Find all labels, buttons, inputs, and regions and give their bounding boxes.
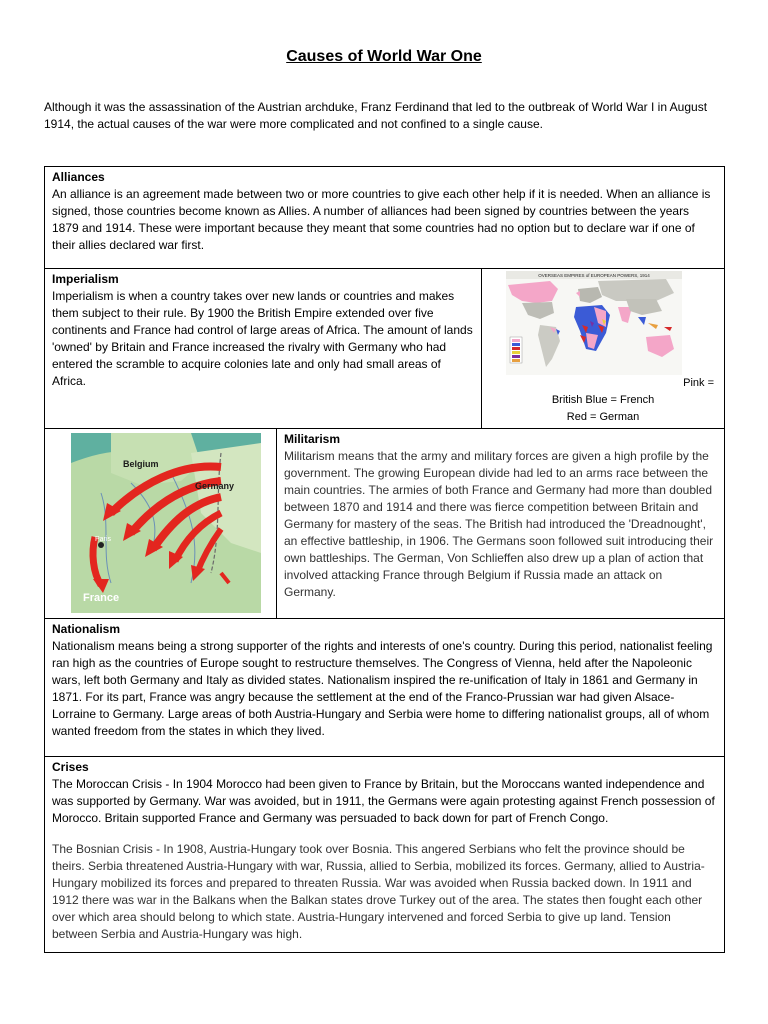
nationalism-heading: Nationalism — [52, 622, 121, 636]
nationalism-row — [45, 619, 725, 757]
causes-table — [44, 166, 725, 953]
map-caption-line-1: Pink = — [683, 377, 715, 389]
alliances-heading: Alliances — [52, 170, 105, 184]
militarism-image-cell — [45, 429, 277, 619]
militarism-heading: Militarism — [284, 432, 341, 446]
nationalism-cell — [45, 619, 725, 757]
imperialism-heading: Imperialism — [52, 272, 119, 286]
crises-row — [45, 757, 725, 953]
militarism-cell — [277, 429, 725, 619]
imperialism-image-cell — [482, 269, 725, 429]
nationalism-text: Nationalism means being a strong supporter of the rights and interests of one's country. During this period, nationalist feeling ran high as the countries of Europe sought to restructure themselves. The Congress of Vienna, held after the Napoleonic wars, left both Germany and Italy as divided states. Nationalism inspired the re-unification of Italy in 1861 and Germany in 1871. For its part, France was angry because the settlement at the end of the Franco-Prussian war had given Alsace-Lorraine to Germany. Large areas of both Austria-Hungary and Serbia were home to differing nationalist groups, all of whom wanted freedom from the states in which they lived. — [52, 639, 713, 738]
world-map-icon — [506, 271, 682, 375]
imperialism-text: Imperialism is when a country takes over new lands or countries and makes them subject to their rule. By 1900 the British Empire extended over five continents and France had control of large areas of Africa. The amount of lands 'owned' by Britain and France increased the rivalry with Germany who had entered the scramble to acquire colonies late and only had small areas of Africa. — [52, 289, 473, 388]
moroccan-crisis-text: The Moroccan Crisis - In 1904 Morocco had been given to France by Britain, but the Moroccans wanted independence and was supported by Germany. War was avoided, but in 1911, the Germans were again protesting against French possession of Morocco. Britain supported France and Germany was persuaded to back down for part of French Congo. — [52, 777, 715, 825]
map-title: OVERSEAS EMPIRES of EUROPEAN POWERS, 1914 — [538, 273, 650, 278]
empires-map — [506, 271, 682, 375]
map-label-germany: Germany — [195, 481, 235, 491]
alliances-cell — [45, 167, 725, 269]
alliances-row — [45, 167, 725, 269]
map-label-france: France — [83, 592, 120, 604]
militarism-text: Militarism means that the army and military forces are given a high profile by the government. The growing European divide had led to an arms race between the main countries. The armies of both France and Germany had more than doubled between 1870 and 1914 and there was fierce competition between Britain and Germany for mastery of the seas. The British had introduced the 'Dreadnought', an effective battleship, in 1906. The Germans soon followed suit introducing their own battleships. The German, Von Schlieffen also drew up a plan of action that involved attacking France through Belgium if Russia made an attack on Germany. — [284, 449, 714, 599]
alliances-text: An alliance is an agreement made between two or more countries to give each other help if it is needed. When an alliance is signed, those countries become known as Allies. A number of alliances had been signed by countries between the years 1879 and 1914. These were important because they meant that some countries had no option but to declare war if one of their allies declared war first. — [52, 187, 711, 252]
schlieffen-plan-map-icon — [71, 433, 261, 613]
crises-cell — [45, 757, 725, 953]
map-label-paris: Paris — [95, 536, 111, 543]
militarism-row — [45, 429, 725, 619]
map-caption-line-3: Red = German — [566, 411, 640, 423]
imperialism-cell — [45, 269, 482, 429]
bosnian-crisis-text: The Bosnian Crisis - In 1908, Austria-Hungary took over Bosnia. This angered Serbians who felt the province should be theirs. Serbia threatened Austria-Hungary with war, Russia, allied to Serbia, mobilized its forces. Germany, allied to Austria-Hungary mobilized its forces and prepared to threaten Russia. War was avoided when Russia backed down. In 1911 and 1912 there was war in the Balkans when the Balkan states drove Turkey out of the area. The states then fought each other over which area should belong to which state. Austria-Hungary intervened and forced Serbia to give up land. Tension between Serbia and Austria-Hungary was high. — [52, 842, 705, 941]
schlieffen-map — [71, 433, 261, 613]
intro-paragraph: Although it was the assassination of the Austrian archduke, Franz Ferdinand that led to the outbreak of World War I in August 1914, the actual causes of the war were more complicated and not confined to a single cause. — [44, 100, 708, 131]
map-label-belgium: Belgium — [123, 459, 159, 469]
crises-heading: Crises — [52, 760, 89, 774]
map-caption-line-2: British Blue = French — [551, 394, 655, 406]
page-title: Causes of World War One — [286, 48, 482, 65]
imperialism-row — [45, 269, 725, 429]
